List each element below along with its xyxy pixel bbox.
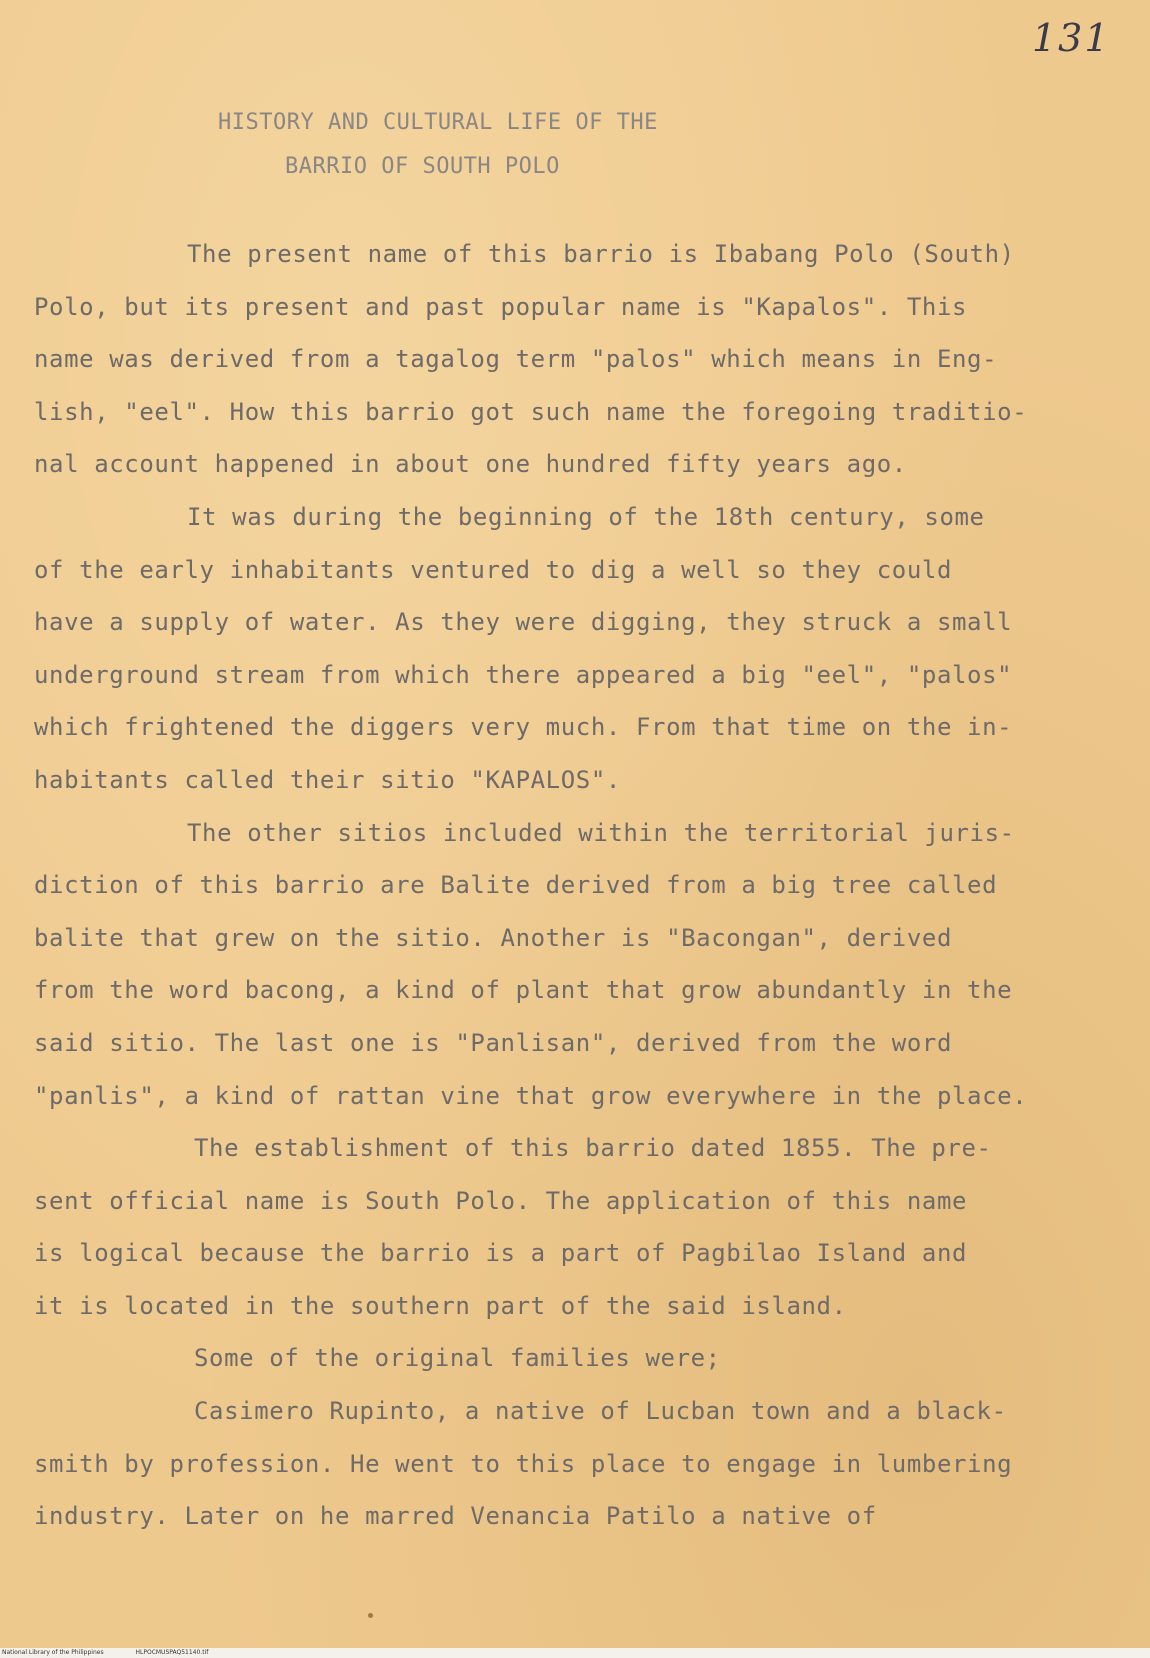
text-line: The present name of this barrio is Ibabang Polo (South) [187,240,1015,268]
footer-library: National Library of the Philippines [2,1649,104,1656]
text-line: industry. Later on he marred Venancia Patilo a native of [34,1502,877,1531]
text-line: sent official name is South Polo. The application of this name [34,1186,968,1215]
text-line: Some of the original families were; [194,1344,721,1373]
text-line: of the early inhabitants ventured to dig a well so they could [34,555,953,584]
page-number: 131 [1032,16,1111,60]
text-line: balite that grew on the sitio. Another is "Bacongan", derived [34,923,953,952]
text-line: habitants called their sitio "KAPALOS". [34,765,621,794]
text-line: said sitio. The last one is "Panlisan", derived from the word [34,1028,953,1057]
text-line: nal account happened in about one hundred fifty years ago. [34,450,907,479]
document-title-line-2: BARRIO OF SOUTH POLO [285,154,560,179]
document-title-line-1: HISTORY AND CULTURAL LIFE OF THE [218,110,658,135]
text-line: is logical because the barrio is a part of Pagbilao Island and [34,1239,968,1268]
text-line: it is located in the southern part of the said island. [34,1291,847,1320]
text-line: Polo, but its present and past popular name is "Kapalos". This [34,292,968,321]
footer-file: HLPOCMUSPAQ51140.tif [135,1649,209,1656]
text-line: The other sitios included within the territorial juris- [187,818,1015,847]
text-line: smith by profession. He went to this place to engage in lumbering [34,1449,1013,1478]
text-line: have a supply of water. As they were digging, they struck a small [34,608,1013,637]
text-line: from the word bacong, a kind of plant that grow abundantly in the [34,976,1013,1005]
text-line: which frightened the diggers very much. From that time on the in- [34,713,1013,742]
text-line: name was derived from a tagalog term "palos" which means in Eng- [34,345,998,374]
text-line: It was during the beginning of the 18th century, some [187,502,985,531]
text-line: The establishment of this barrio dated 1855. The pre- [194,1134,992,1163]
text-line: Casimero Rupinto, a native of Lucban town and a black- [194,1397,1007,1426]
document-body [34,228,1114,1543]
paper-speck [368,1613,373,1618]
text-line: diction of this barrio are Balite derived from a big tree called [34,871,998,900]
text-line: "panlis", a kind of rattan vine that grow everywhere in the place. [34,1081,1028,1110]
text-line: lish, "eel". How this barrio got such name the foregoing traditio- [34,397,1028,426]
text-line: underground stream from which there appeared a big "eel", "palos" [34,660,1013,689]
scan-footer [0,1648,1150,1658]
